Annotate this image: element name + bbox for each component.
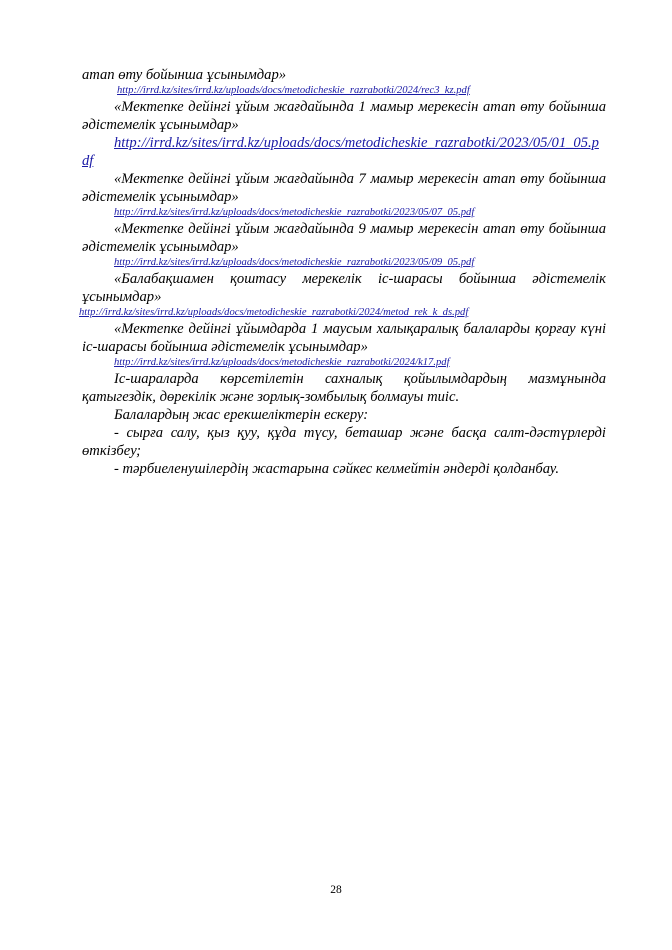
paragraph-may-9: «Мектепке дейінгі ұйым жағдайында 9 мамыр мерекесін атап өту бойынша әдістемелік ұсынымдар» bbox=[82, 221, 606, 255]
paragraph-traditions: - сырға салу, қыз қуу, құда түсу, беташар және басқа салт-дәстүрлерді өткізбеу; bbox=[82, 425, 606, 459]
paragraph-songs: - тәрбиеленушілердің жастарына сәйкес келмейтін әндерді қолданбау. bbox=[114, 461, 560, 477]
paragraph-june-1: «Мектепке дейінгі ұйымдарда 1 маусым халықаралық балаларды қорғау күні іс-шарасы бойынша әдістемелік ұсынымдар» bbox=[82, 321, 606, 355]
paragraph-may-7: «Мектепке дейінгі ұйым жағдайында 7 мамыр мерекесін атап өту бойынша әдістемелік ұсынымдар» bbox=[82, 171, 606, 205]
page-number: 28 bbox=[330, 884, 342, 896]
paragraph-kindergarten-farewell: «Балабақшамен қоштасу мерекелік іс-шарасы бойынша әдістемелік ұсынымдар» bbox=[82, 271, 606, 305]
paragraph-recommendations-tail: атап өту бойынша ұсынымдар» bbox=[82, 67, 287, 83]
paragraph-stage-content: Іс-шараларда көрсетілетін сахналық қойылымдардың мазмұнында қатыгездік, дөрекілік және зорлық-зомбылық болмауы тиіс. bbox=[82, 371, 606, 405]
page-content bbox=[79, 66, 606, 478]
link-may-1[interactable]: http://irrd.kz/sites/irrd.kz/uploads/docs/metodicheskie_razrabotki/2023/05/01_05.pdf bbox=[82, 135, 599, 169]
paragraph-age-features: Балалардың жас ерекшеліктерін ескеру: bbox=[114, 407, 369, 423]
link-may-7[interactable]: http://irrd.kz/sites/irrd.kz/uploads/docs/metodicheskie_razrabotki/2023/05/07_05.pdf bbox=[114, 207, 475, 218]
link-k17[interactable]: http://irrd.kz/sites/irrd.kz/uploads/docs/metodicheskie_razrabotki/2024/k17.pdf bbox=[114, 357, 450, 368]
link-metod-rek-k-ds[interactable]: http://irrd.kz/sites/irrd.kz/uploads/docs/metodicheskie_razrabotki/2024/metod_rek_k_ds.pdf bbox=[79, 307, 469, 318]
paragraph-may-1: «Мектепке дейінгі ұйым жағдайында 1 мамыр мерекесін атап өту бойынша әдістемелік ұсынымдар» bbox=[82, 99, 606, 133]
link-rec3-kz[interactable]: http://irrd.kz/sites/irrd.kz/uploads/docs/metodicheskie_razrabotki/2024/rec3_kz.pdf bbox=[117, 85, 470, 96]
link-may-9[interactable]: http://irrd.kz/sites/irrd.kz/uploads/docs/metodicheskie_razrabotki/2023/05/09_05.pdf bbox=[114, 257, 475, 268]
